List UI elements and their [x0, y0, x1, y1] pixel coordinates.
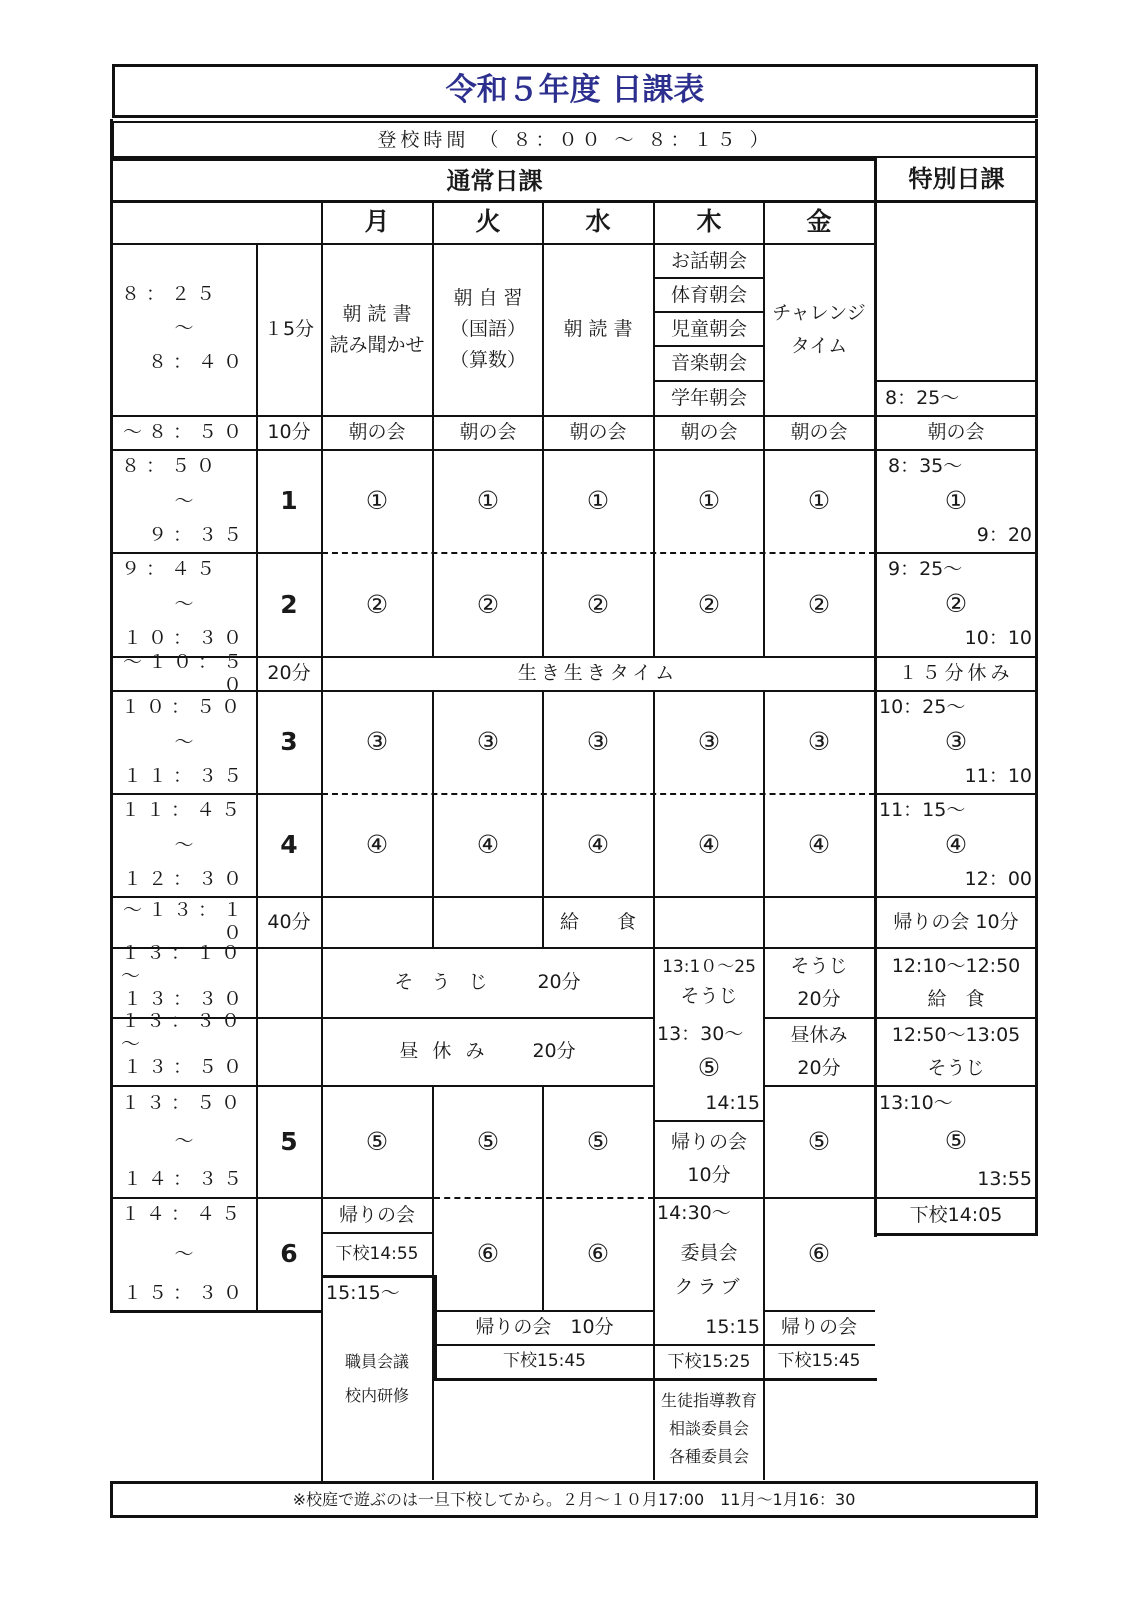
- p1-special-mark: ①: [944, 486, 968, 515]
- hiru-fri-line1: 昼休み: [790, 1023, 848, 1046]
- p3-special-start: 10：25～: [879, 695, 966, 718]
- souji-special-line1: 12:10～12:50: [891, 954, 1021, 977]
- morning-fri-line1: チャレンジ: [772, 301, 866, 324]
- souji-thu-line2: そうじ: [680, 985, 738, 1008]
- p2-wed: ②: [586, 589, 610, 619]
- p2-number: 2: [280, 589, 298, 619]
- special-schedule-header: 特別日課: [908, 165, 1005, 194]
- morning-thu-item-5: 学年朝会: [670, 386, 747, 409]
- mon-kaeri: 帰りの会: [338, 1203, 415, 1226]
- hiru-duration: 20分: [532, 1040, 576, 1063]
- souji-label-block: [322, 948, 653, 1017]
- morning-fri: [764, 244, 874, 415]
- tuewed-dismiss: 下校15:45: [503, 1351, 586, 1372]
- p6-number: 6: [280, 1239, 298, 1268]
- souji-label: そ う じ: [394, 971, 494, 994]
- p1-start: ８：５０: [121, 454, 222, 477]
- fri-kaeri: 帰りの会: [780, 1316, 857, 1339]
- thu-kaeri: [654, 1121, 764, 1197]
- footer-note: ※校庭で遊ぶのは一旦下校してから。２月～１０月17:00 11月～1月16：30: [110, 1481, 1038, 1518]
- hiru-time-start: １３：３０～: [121, 1010, 247, 1055]
- p2-end: １０：３０: [122, 626, 248, 649]
- p1-number: 1: [280, 486, 298, 515]
- kyushoku-label: 給 食: [559, 910, 636, 933]
- p4-wed: ④: [586, 830, 610, 859]
- asa-fri: 朝の会: [790, 421, 848, 444]
- souji-fri: [764, 948, 874, 1017]
- asa-tue: 朝の会: [459, 421, 517, 444]
- p5-number: 5: [280, 1126, 298, 1156]
- special-dismiss: 下校14:05: [909, 1204, 1003, 1227]
- tuewed-kaeri: 帰りの会 10分: [475, 1316, 614, 1339]
- p4-number: 4: [280, 830, 298, 859]
- p1-tue: ①: [476, 486, 500, 515]
- thu-dismiss: 下校15:25: [667, 1351, 751, 1372]
- morning-mon: [322, 244, 432, 415]
- p2-special-mark: ②: [944, 589, 968, 618]
- p4-thu: ④: [697, 830, 721, 859]
- p3-start: １０：５０: [121, 695, 247, 718]
- souji-thu: [654, 948, 764, 1017]
- souji-fri-line1: そうじ: [790, 954, 848, 977]
- asa-wed: 朝の会: [569, 421, 627, 444]
- asa-special: 朝の会: [927, 421, 985, 444]
- souji-special-line2: 給 食: [927, 987, 985, 1010]
- p6-end: １５：３０: [122, 1281, 248, 1304]
- p2-tilde: ～: [174, 592, 194, 615]
- p3-end: １１：３５: [122, 764, 248, 787]
- p2-fri: ②: [807, 589, 831, 619]
- p6-wed: ⑥: [586, 1239, 610, 1268]
- p2-mon: ②: [365, 589, 389, 619]
- thu-kaeri-line1: 帰りの会: [670, 1131, 747, 1154]
- mon-dismiss: 下校14:55: [335, 1243, 419, 1264]
- p5-tue: ⑤: [476, 1126, 500, 1156]
- thu-iinkai: 委員会: [680, 1241, 738, 1264]
- asa-mon: 朝の会: [348, 421, 406, 444]
- souji-time-end: １３：３０: [122, 987, 248, 1010]
- p3-number: 3: [280, 727, 298, 756]
- thu-p6-start: 14:30～: [657, 1201, 731, 1224]
- p3-tue: ③: [476, 727, 500, 756]
- p1-end: ９：３５: [147, 523, 248, 546]
- normal-schedule-header: 通常日課: [113, 158, 876, 201]
- souji-special: [876, 948, 1036, 1017]
- p4-start: １１：４５: [121, 798, 247, 821]
- hiru-fri: [764, 1018, 874, 1085]
- p5-end: １４：３５: [122, 1167, 248, 1190]
- hiru-special-line1: 12:50～13:05: [891, 1023, 1021, 1046]
- thu-p5-start: 13：30～: [657, 1022, 744, 1045]
- hiru-special-line2: そうじ: [927, 1056, 985, 1079]
- kyushoku-duration: 40分: [267, 910, 311, 933]
- hiru-label: 昼 休 み: [399, 1040, 489, 1063]
- thu-kaeri-line2: 10分: [687, 1164, 731, 1186]
- p4-tue: ④: [476, 830, 500, 859]
- morning-time-start: ８：２５: [121, 282, 222, 305]
- morning-fri-line2: タイム: [790, 334, 848, 357]
- p6-tilde: ～: [174, 1242, 194, 1265]
- souji-thu-line1: 13:1０～25: [662, 956, 756, 977]
- p5-special-mark: ⑤: [944, 1126, 968, 1155]
- ikiiki-special: １５分休み: [898, 662, 1014, 685]
- p2-start: ９：４５: [121, 557, 222, 580]
- p3-fri: ③: [807, 727, 831, 756]
- morning-tue-line1: 朝 自 習: [453, 287, 523, 310]
- p6-tue: ⑥: [476, 1239, 500, 1268]
- morning-tue: [433, 244, 543, 415]
- day-header-wed: 水: [585, 207, 611, 236]
- morning-wed: 朝 読 書: [563, 318, 633, 341]
- p5-fri: ⑤: [807, 1126, 831, 1156]
- ikiiki-duration: 20分: [267, 662, 311, 685]
- p4-special-mark: ④: [944, 830, 968, 859]
- morning-thu-item-2: 体育朝会: [670, 283, 747, 306]
- asa-time: ～８：５０: [122, 421, 248, 444]
- p4-fri: ④: [807, 830, 831, 859]
- p3-thu: ③: [697, 727, 721, 756]
- page-title: 令和５年度 日課表: [112, 64, 1038, 118]
- p6-start: １４：４５: [121, 1202, 247, 1225]
- mon-meeting-1: 職員会議: [344, 1352, 409, 1372]
- p2-special-start: 9：25～: [888, 557, 963, 580]
- p2-special-end: 10：10: [964, 626, 1032, 649]
- p1-special-start: 8：35～: [888, 454, 963, 477]
- souji-duration: 20分: [537, 971, 581, 994]
- kyushoku-time: ～１３：１０: [122, 899, 248, 944]
- morning-time-end: ８：４０: [147, 350, 248, 373]
- p3-wed: ③: [586, 727, 610, 756]
- p3-mon: ③: [365, 727, 389, 756]
- hiru-label-block: [322, 1018, 653, 1085]
- thu-after-3: 各種委員会: [668, 1447, 749, 1467]
- p1-mon: ①: [365, 486, 389, 515]
- p3-special-mark: ③: [944, 727, 968, 756]
- p2-thu: ②: [697, 589, 721, 619]
- p5-wed: ⑤: [586, 1126, 610, 1156]
- thu-after-2: 相談委員会: [668, 1419, 749, 1439]
- ikiiki-label: 生き生きタイム: [517, 662, 679, 685]
- p1-wed: ①: [586, 486, 610, 515]
- p1-tilde: ～: [174, 489, 194, 512]
- day-header-tue: 火: [475, 207, 501, 236]
- p5-special-start: 13:10～: [879, 1091, 953, 1114]
- souji-time-start: １３：１０～: [121, 942, 247, 987]
- thu-after-1: 生徒指導教育: [660, 1391, 757, 1411]
- hiru-fri-line2: 20分: [797, 1056, 841, 1079]
- p4-tilde: ～: [174, 833, 194, 856]
- morning-mon-line2: 読み聞かせ: [329, 333, 425, 356]
- morning-mon-line1: 朝 読 書: [342, 302, 412, 325]
- p1-special-end: 9：20: [976, 523, 1032, 546]
- ikiiki-time: ～１０：５０: [122, 650, 248, 696]
- asa-thu: 朝の会: [680, 421, 738, 444]
- p1-fri: ①: [807, 486, 831, 515]
- p4-mon: ④: [365, 830, 389, 859]
- morning-time-tilde: ～: [174, 316, 194, 339]
- morning-tue-line3: （算数）: [449, 348, 526, 371]
- asa-duration: 10分: [267, 421, 311, 444]
- thu-p5-end: 14:15: [705, 1091, 760, 1114]
- souji-fri-line2: 20分: [797, 987, 841, 1010]
- p5-special-end: 13:55: [977, 1167, 1032, 1190]
- thu-p5-mark: ⑤: [697, 1053, 721, 1082]
- thu-p6-end: 15:15: [705, 1315, 760, 1338]
- morning-duration: １5分: [263, 318, 315, 341]
- morning-thu-item-1: お話朝会: [670, 249, 747, 272]
- p2-tue: ②: [476, 589, 500, 619]
- morning-thu-item-4: 音楽朝会: [670, 351, 747, 374]
- mon-meeting-time: 15:15～: [326, 1281, 400, 1304]
- thu-club: クラブ: [674, 1275, 744, 1298]
- morning-tue-line2: （国語）: [449, 318, 526, 341]
- morning-special-time: 8：25～: [885, 386, 960, 409]
- p3-special-end: 11：10: [964, 764, 1032, 787]
- p4-special-start: 11：15～: [879, 798, 966, 821]
- day-header-fri: 金: [806, 207, 832, 236]
- day-header-thu: 木: [696, 207, 722, 236]
- mon-meeting-2: 校内研修: [344, 1386, 409, 1406]
- p5-mon: ⑤: [365, 1126, 389, 1156]
- morning-thu-item-3: 児童朝会: [670, 317, 747, 340]
- fri-dismiss: 下校15:45: [777, 1351, 861, 1372]
- p4-end: １２：３０: [122, 867, 248, 890]
- day-header-mon: 月: [364, 207, 390, 236]
- p6-fri: ⑥: [807, 1239, 831, 1268]
- p5-start: １３：５０: [121, 1091, 247, 1114]
- kyushoku-special: 帰りの会 10分: [893, 910, 1019, 933]
- hiru-special: [876, 1018, 1036, 1085]
- p5-tilde: ～: [174, 1129, 194, 1152]
- p1-thu: ①: [697, 486, 721, 515]
- arrival-time: 登校時間 （ ８：００ ～ ８：１５ ）: [112, 121, 1038, 158]
- hiru-time-end: １３：５０: [122, 1055, 248, 1078]
- p3-tilde: ～: [174, 730, 194, 753]
- p4-special-end: 12：00: [964, 867, 1032, 890]
